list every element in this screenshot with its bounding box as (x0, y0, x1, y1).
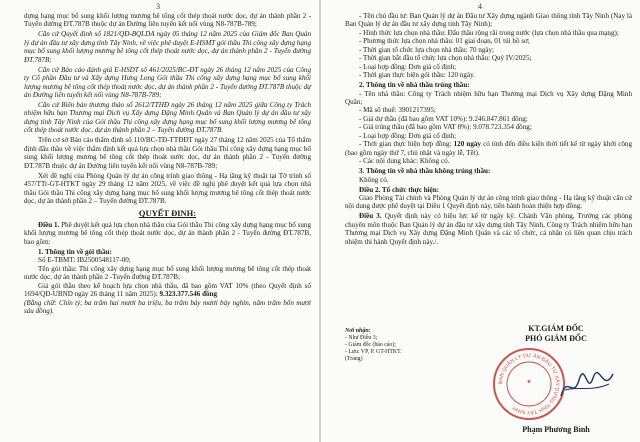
page-number: 4 (478, 2, 482, 11)
article-2-text: Giao Phòng Tài chính và Phòng Quản lý dự án công trình giao thông - Hạ tầng kỹ thuật căn cứ nội dung được phê duyệt tại Điều 1 Quyết định này, tiến hành hoàn thiện hợp đồng. (345, 194, 632, 211)
article-3 (345, 212, 632, 246)
article-1 (24, 221, 311, 246)
info-line: - Loại hợp đồng: Đơn giá cố định; (359, 62, 457, 71)
paragraph: Xét đề nghị của Phòng Quản lý dự án công trình giao thông - Hạ tầng kỹ thuật tại Tờ trình số 457/TTr-GT-HTKT ngày 29 tháng 12 năm 2025, về việc đề nghị phê duyệt kết quả lựa chọn nhà thầu Gói thầu Thi công xây dựng hạng mục bổ sung khối lượng mương bê tông cốt thép thoát nước dọc, dự án thành phần 2 – Tuyến đường ĐT.787B. (24, 171, 311, 206)
duration-text-end: có tính đến điều kiện thời tiết kể từ ngày khởi công (bao gồm ngày thứ 7, chủ nhật và ngày lễ, Tết). (345, 140, 632, 157)
duration-line (345, 140, 632, 157)
info-line: - Tên chủ đầu tư: Ban Quản lý dự án Đầu tư Xây dựng ngành Giao thông tỉnh Tây Ninh (Nay là Ban Quản lý dự án đầu tư xây dựng tỉnh Tây Ninh); (345, 12, 632, 29)
info-line: - Thời gian tổ chức lựa chọn nhà thầu: 70 ngày; (359, 45, 495, 54)
contractor-name: - Tên nhà thầu: Công ty Trách nhiệm hữu hạn Thương mại Dịch vụ Xây dựng Đặng Minh Quân; (345, 89, 632, 107)
contract-type: - Loại hợp đồng: Đơn giá cố định; (359, 131, 457, 140)
stamp-text: BAN QUẢN LÝ DỰ ÁN ĐẦU TƯ XÂY DỰNG TỈNH TÂY NINH (497, 352, 561, 416)
recipient-item: - Giám đốc (báo cáo); (345, 342, 396, 348)
info-line: - Phương thức lựa chọn nhà thầu: 01 giai đoạn, 01 túi hồ sơ; (359, 37, 530, 46)
paragraph: Căn cứ Quyết định số 1821/QĐ-BQLDA ngày 05 tháng 12 năm 2025 của Giám đốc Ban Quản lý dự án đầu tư xây dựng tỉnh Tây Ninh, về việc phê duyệt E-HSMT gói thầu Thi công xây dựng hạng mục bổ sung khối lượng mương bê tông cốt thép thoát nước dọc, dự án thành phần 2 - Tuyến đường ĐT.787B; (24, 30, 311, 64)
paragraph: Căn cứ Biên bản thương thảo số 2612/TTHĐ ngày 26 tháng 12 năm 2025 giữa Công ty Trách nhiệm hữu hạn Thương mại Dịch vụ Xây dựng Đặng Minh Quân và Ban Quản lý dự án đầu tư xây dựng tỉnh Tây Ninh của Gói thầu Thi công xây dựng hạng mục bổ sung khối lượng mương bê tông cốt thép thoát nước dọc, dự án thành phần 2 – Tuyến đường ĐT.787B. (24, 101, 311, 135)
bid-price: - Giá dự thầu (đã bao gồm VAT 10%): 9.246.847.861 đồng; (359, 114, 528, 123)
sign-title-2: PHÓ GIÁM ĐỐC (525, 334, 587, 343)
article-text: Phê duyệt kết quả lựa chọn nhà thầu của Gói thầu Thi công xây dựng hạng mục bổ sung khối lượng mương bê tông cốt thép thoát nước dọc, dự án thành phần 2 - Tuyến đường ĐT.787B, bao gồm: (24, 220, 312, 246)
recipient-item: - Như Điều 3; (345, 335, 378, 341)
recipient-item: - Lưu: VP, P. GT-HTKT. (345, 349, 402, 355)
price-line (24, 282, 311, 299)
left-page-text (24, 12, 311, 315)
tax-code: - Mã số thuế: 3901217395; (359, 106, 436, 115)
recipients-title: Nơi nhận: (345, 328, 371, 334)
duration-text: - Thời gian thực hiện hợp đồng: (359, 140, 454, 149)
section-heading: 3. Thông tin về nhà thầu không trúng thầu: (359, 167, 491, 176)
paragraph: Trên cơ sở Báo cáo thẩm định số 110/BC-TĐ-TTĐĐT ngày 27 tháng 12 năm 2025 của Tổ thẩm định đấu thầu về việc thẩm định kết quả lựa chọn nhà thầu Gói thầu Thi công xây dựng hạng mục bổ sung khối lượng mương bê tông cốt thép thoát nước dọc, dự án thành phần 2 - Tuyến đường ĐT.787B thuộc dự án Đường liên tuyến kết nối vùng N8-787B-789; (24, 136, 311, 170)
price-in-words: (Bằng chữ: Chín tỷ, ba trăm hai mươi ba triệu, ba trăm bảy mươi bảy nghìn, năm trăm bốn mươi sáu đồng). (24, 298, 311, 315)
article-2-heading: Điều 2. Tổ chức thực hiện: (359, 185, 440, 194)
article-text: Quyết định này có hiệu lực kể từ ngày ký. Chánh Văn phòng, Trưởng các phòng chuyên môn thuộc Ban Quản lý dự án đầu tư xây dựng tỉnh Tây Ninh, Công ty Trách nhiệm hữu hạn Thương mại Dịch vụ Xây dựng Đặng Minh Quân và các tổ chức, cá nhân có liên quan chịu trách nhiệm thi hành Quyết định này./. (345, 212, 632, 246)
svg-text:★: ★ (526, 379, 532, 385)
right-page (321, 0, 640, 442)
decision-title: QUYẾT ĐỊNH: (138, 208, 197, 219)
right-page-text (345, 12, 632, 322)
other-notes: - Các nội dung khác: Không có. (359, 157, 450, 166)
section-heading: 1. Thông tin về gói thầu: (38, 247, 112, 256)
recipients (345, 328, 455, 363)
handwritten-signature (557, 366, 617, 406)
signature-block (321, 320, 640, 442)
info-line: - Thời gian bắt đầu tổ chức lựa chọn nhà thầu: Quý IV/2025; (359, 54, 532, 63)
sign-title-1: KT.GIÁM ĐỐC (528, 324, 584, 333)
section-heading: 2. Thông tin về nhà thầu trúng thầu: (359, 81, 470, 90)
price-text: Giá gói thầu theo kế hoạch lựa chọn nhà thầu, đã bao gồm VAT 10% (theo Quyết định số 1694/QĐ-UBND ngày 26 tháng 11 năm 2025): (24, 281, 311, 299)
official-stamp (491, 346, 567, 422)
paragraph: Căn cứ Báo cáo đánh giá E-HSDT số 461/2025/BC-ĐT ngày 26 tháng 12 năm 2025 của Công ty Cổ phần Đầu tư và Xây dựng Hưng Long Gói thầu Thi công xây dựng hạng mục bổ sung khối lượng mương bê tông cốt thép thoát nước dọc, dự án thành phần 2 - Tuyến đường ĐT.787B thuộc dự án Đường liên tuyến kết nối vùng N8-787B-789; (24, 65, 311, 100)
article-label: Điều 3. (359, 212, 382, 221)
list-item: Tên gói thầu: Thi công xây dựng hạng mục bổ sung khối lượng mương bê tông cốt thép thoát nước dọc, dự án thành phần 2 -Tuyến đường ĐT.787B; (24, 264, 311, 282)
signer-name: Phạm Phương Bình (522, 425, 590, 434)
page-number: 3 (156, 2, 160, 11)
recipient-item: (Trang) (345, 356, 363, 362)
list-item: Số E-TBMT: IB2500548117-00; (38, 256, 131, 265)
win-price: - Giá trúng thầu (đã bao gồm VAT 8%): 9.078.723.354 đồng; (359, 123, 532, 132)
section-text: Không có. (359, 175, 389, 184)
info-line: - Hình thức lựa chọn nhà thầu: Đấu thầu rộng rãi trong nước (lựa chọn nhà thầu qua mạng); (359, 28, 619, 37)
signer-title (481, 324, 631, 344)
duration-days: 120 ngày (453, 140, 481, 149)
info-line: - Thời gian thực hiện gói thầu: 120 ngày. (359, 71, 475, 80)
paragraph: dựng hạng mục bổ sung khối lượng mương bê tông cốt thép thoát nước dọc, dự án thành phần 2 -Tuyến đường ĐT.787B thuộc dự án Đường liên tuyến kết nối vùng N8-787B-789; (24, 12, 311, 29)
article-label: Điều 1. (38, 220, 60, 229)
price-value: 9.323.377.546 đồng (159, 290, 218, 299)
left-page (0, 0, 319, 442)
